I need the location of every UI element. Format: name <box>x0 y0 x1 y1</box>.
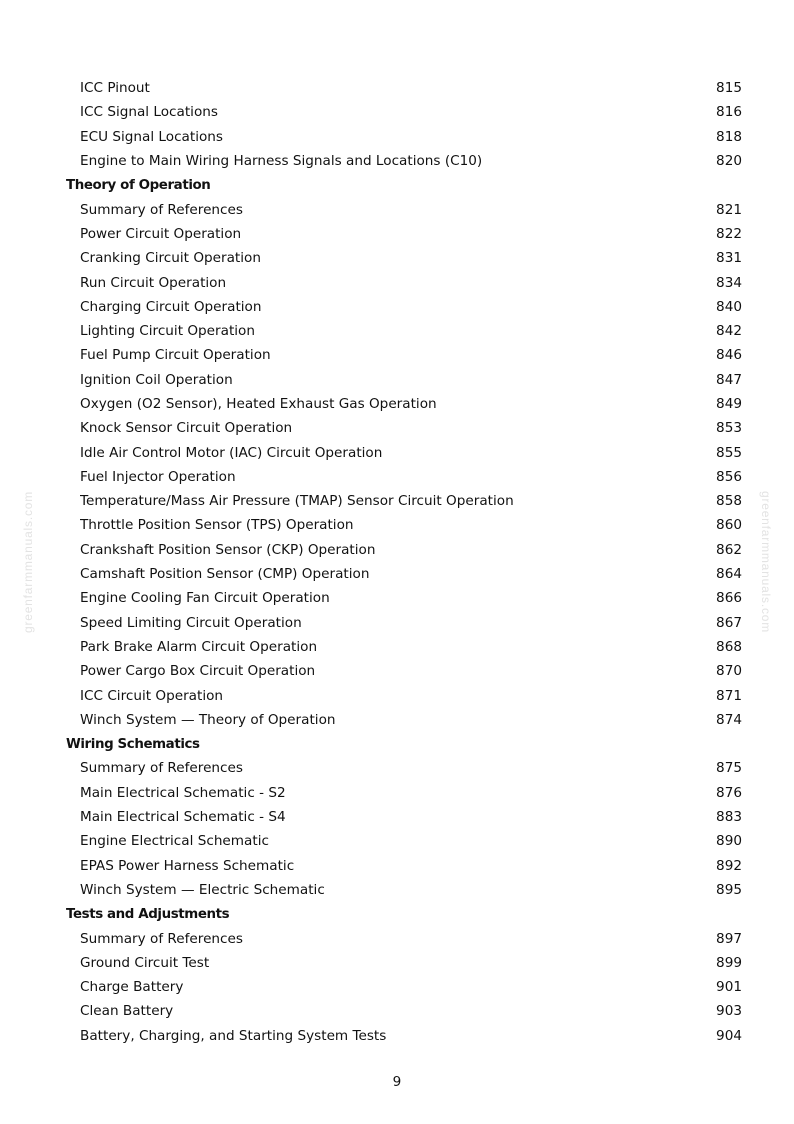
toc-entry[interactable] <box>66 222 742 246</box>
toc-entry[interactable] <box>66 951 742 975</box>
page-number: 9 <box>392 1074 402 1090</box>
toc-entry[interactable] <box>66 708 742 732</box>
toc-entry[interactable] <box>66 926 742 950</box>
toc-entry-title: Winch System — Electric Schematic <box>80 881 325 898</box>
toc-page-number: 849 <box>716 396 742 412</box>
toc-page-number: 876 <box>716 784 742 801</box>
toc-entry-title: Main Electrical Schematic - S4 <box>80 809 286 826</box>
toc-entry-title: Summary of References <box>80 201 243 218</box>
toc-entry[interactable] <box>66 854 742 878</box>
toc-entry-title: Power Circuit Operation <box>80 225 242 242</box>
toc-section-title: Tests and Adjustments <box>66 906 230 922</box>
toc-page-number: 856 <box>716 468 742 485</box>
toc-entry[interactable] <box>66 76 742 100</box>
toc-entry-title: Lighting Circuit Operation <box>80 323 255 340</box>
toc-entry-title: ICC Signal Locations <box>80 104 218 121</box>
toc-page-number: 840 <box>716 298 742 315</box>
toc-page-number: 847 <box>716 371 742 388</box>
toc-entry[interactable] <box>66 683 742 707</box>
toc-entry-title: Summary of References <box>80 760 243 777</box>
toc-entry[interactable] <box>66 246 742 270</box>
toc-entry[interactable] <box>66 392 742 416</box>
toc-entry-title: Battery, Charging, and Starting System Tests <box>80 1027 387 1044</box>
toc-entry-title: EPAS Power Harness Schematic <box>80 857 295 874</box>
toc-page-number: 883 <box>716 809 742 826</box>
toc-entry[interactable] <box>66 999 742 1023</box>
toc-entry-title: Winch System — Theory of Operation <box>80 711 336 728</box>
toc-page-number: 816 <box>716 104 742 121</box>
toc-entry-title: Engine Cooling Fan Circuit Operation <box>80 590 330 607</box>
toc-entry[interactable] <box>66 343 742 367</box>
toc-entry[interactable] <box>66 440 742 464</box>
toc-page-number: 890 <box>716 833 742 850</box>
toc-entry[interactable] <box>66 125 742 149</box>
toc-page-number: 899 <box>716 954 742 971</box>
toc-entry[interactable] <box>66 149 742 173</box>
toc-section-title: Wiring Schematics <box>66 736 200 752</box>
toc-entry-title: Throttle Position Sensor (TPS) Operation <box>80 517 354 534</box>
toc-page-number: 818 <box>716 128 742 145</box>
toc-entry[interactable] <box>66 416 742 440</box>
toc-section-heading <box>66 173 742 197</box>
toc-entry-title: Charge Battery <box>80 979 184 996</box>
toc-entry-title: ICC Circuit Operation <box>80 687 224 704</box>
watermark-left: greenfarmmanuals.com <box>21 490 35 634</box>
toc-page-number: 870 <box>716 663 742 680</box>
toc-entry[interactable] <box>66 295 742 319</box>
toc-entry-title: Main Electrical Schematic - S2 <box>80 784 286 801</box>
toc-page-number: 831 <box>716 250 742 267</box>
toc-entry[interactable] <box>66 878 742 902</box>
toc-page-number: 874 <box>716 711 742 728</box>
toc-entry[interactable] <box>66 100 742 124</box>
toc-entry[interactable] <box>66 368 742 392</box>
toc-entry-title: Summary of References <box>80 930 243 947</box>
toc-entry[interactable] <box>66 781 742 805</box>
toc-entry[interactable] <box>66 805 742 829</box>
toc-entry[interactable] <box>66 319 742 343</box>
toc-entry-title: Temperature/Mass Air Pressure (TMAP) Sensor Circuit Operation <box>80 493 514 510</box>
toc-page-number: 864 <box>716 566 742 583</box>
toc-entry-title: ICC Pinout <box>80 80 150 97</box>
toc-entry-title: Park Brake Alarm Circuit Operation <box>80 638 318 655</box>
toc-entry-title: Charging Circuit Operation <box>80 298 262 315</box>
toc-section-title: Theory of Operation <box>66 177 211 193</box>
toc-entry[interactable] <box>66 635 742 659</box>
toc-entry[interactable] <box>66 611 742 635</box>
toc-entry-title: Oxygen (O2 Sensor), Heated Exhaust Gas Operation <box>80 396 437 412</box>
toc-entry-title: Cranking Circuit Operation <box>80 250 261 267</box>
toc-page-number: 821 <box>716 201 742 218</box>
toc-entry[interactable] <box>66 659 742 683</box>
toc-entry[interactable] <box>66 513 742 537</box>
toc-page-number: 846 <box>716 347 742 364</box>
toc-page-number: 822 <box>716 225 742 242</box>
toc-entry-title: Idle Air Control Motor (IAC) Circuit Operation <box>80 444 383 461</box>
toc-page-number: 866 <box>716 590 742 607</box>
toc-entry-title: Crankshaft Position Sensor (CKP) Operation <box>80 541 376 558</box>
watermark-right: greenfarmmanuals.com <box>759 490 773 634</box>
toc-page-number: 904 <box>716 1027 742 1044</box>
toc-entry[interactable] <box>66 197 742 221</box>
toc-page-number: 855 <box>716 444 742 461</box>
toc-section-heading <box>66 732 742 756</box>
toc-page-number: 871 <box>716 687 742 704</box>
toc-page-number: 842 <box>716 323 742 340</box>
toc-page-number: 815 <box>716 80 742 97</box>
toc-entry-title: Fuel Pump Circuit Operation <box>80 347 271 364</box>
toc-page-number: 820 <box>716 153 742 170</box>
toc-page-number: 853 <box>716 420 742 437</box>
toc-entry-title: ECU Signal Locations <box>80 128 224 145</box>
toc-page-number: 858 <box>716 493 742 510</box>
table-of-contents <box>66 76 742 1048</box>
toc-page-number: 834 <box>716 274 742 291</box>
toc-entry[interactable] <box>66 756 742 780</box>
toc-entry[interactable] <box>66 562 742 586</box>
toc-entry[interactable] <box>66 586 742 610</box>
toc-entry[interactable] <box>66 465 742 489</box>
toc-entry-title: Camshaft Position Sensor (CMP) Operation <box>80 566 370 583</box>
toc-section-heading <box>66 902 742 926</box>
toc-entry-title: Engine Electrical Schematic <box>80 833 269 850</box>
toc-entry-title: Knock Sensor Circuit Operation <box>80 420 293 437</box>
toc-page-number: 867 <box>716 614 742 631</box>
toc-entry-title: Clean Battery <box>80 1003 174 1020</box>
toc-page-number: 897 <box>716 930 742 947</box>
toc-page-number: 892 <box>716 857 742 874</box>
toc-page-number: 895 <box>716 881 742 898</box>
toc-entry-title: Engine to Main Wiring Harness Signals and Locations (C10) <box>80 153 483 170</box>
toc-entry[interactable] <box>66 270 742 294</box>
toc-entry-title: Ground Circuit Test <box>80 954 210 971</box>
toc-entry-title: Run Circuit Operation <box>80 274 227 291</box>
toc-entry[interactable] <box>66 489 742 513</box>
toc-entry-title: Fuel Injector Operation <box>80 468 236 485</box>
toc-page-number: 862 <box>716 541 742 558</box>
toc-entry-title: Speed Limiting Circuit Operation <box>80 614 302 631</box>
toc-entry-title: Ignition Coil Operation <box>80 371 233 388</box>
toc-page-number: 903 <box>716 1003 742 1020</box>
toc-entry[interactable] <box>66 975 742 999</box>
toc-entry[interactable] <box>66 538 742 562</box>
toc-page-number: 868 <box>716 638 742 655</box>
toc-page-number: 860 <box>716 517 742 534</box>
toc-page-number: 901 <box>716 979 742 996</box>
toc-entry[interactable] <box>66 829 742 853</box>
toc-entry-title: Power Cargo Box Circuit Operation <box>80 663 316 680</box>
toc-page-number: 875 <box>716 760 742 777</box>
toc-entry[interactable] <box>66 1024 742 1048</box>
